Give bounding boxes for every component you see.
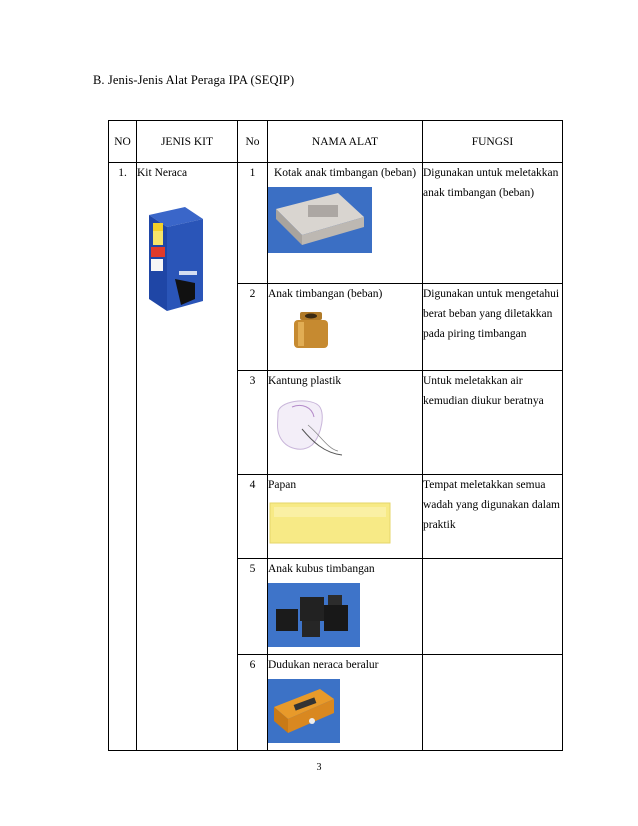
item-name-cell: [268, 559, 423, 655]
item-number: 4: [238, 475, 268, 559]
equipment-table: [108, 120, 563, 751]
item-name: Dudukan neraca beralur: [268, 659, 379, 671]
page-number: 3: [316, 762, 322, 773]
item-fungsi: Digunakan untuk mengetahui berat beban yang diletakkan pada piring timbangan: [423, 284, 563, 371]
item-name: Kantung plastik: [268, 375, 342, 387]
header-no-item: No: [238, 121, 268, 163]
header-fungsi: FUNGSI: [423, 121, 563, 163]
kit-number: 1.: [109, 163, 137, 751]
kit-name: Kit Neraca: [137, 167, 188, 179]
item-name: Anak timbangan (beban): [268, 288, 383, 300]
item-number: 2: [238, 284, 268, 371]
header-no: NO: [109, 121, 137, 163]
item-number: 3: [238, 371, 268, 475]
kit-box-image: [145, 201, 205, 313]
item-number: 6: [238, 655, 268, 751]
item-number: 1: [238, 163, 268, 284]
section-heading: B. Jenis-Jenis Alat Peraga IPA (SEQIP): [93, 73, 295, 87]
board-image: [268, 501, 392, 545]
item-name-cell: [268, 284, 423, 371]
table-header-row: [109, 121, 563, 163]
item-name: Anak kubus timbangan: [268, 563, 375, 575]
item-fungsi: [423, 559, 563, 655]
item-name-cell: [268, 163, 423, 284]
balance-stand-image: [268, 679, 340, 743]
header-jenis-kit: JENIS KIT: [137, 121, 238, 163]
item-fungsi: Digunakan untuk meletakkan anak timbangan (beban): [423, 163, 563, 284]
item-name-cell: [268, 371, 423, 475]
item-name: Kotak anak timbangan (beban): [274, 167, 417, 179]
item-fungsi: [423, 655, 563, 751]
item-name-cell: [268, 475, 423, 559]
weight-box-image: [268, 187, 372, 253]
item-number: 5: [238, 559, 268, 655]
plastic-bag-image: [268, 395, 348, 465]
table-row: [109, 163, 563, 284]
header-nama-alat: NAMA ALAT: [268, 121, 423, 163]
item-name: Papan: [268, 479, 297, 491]
cube-weights-image: [268, 583, 360, 647]
kit-cell: [137, 163, 238, 751]
item-name-cell: [268, 655, 423, 751]
brass-weight-image: [286, 308, 336, 352]
item-fungsi: Tempat meletakkan semua wadah yang digunakan dalam praktik: [423, 475, 563, 559]
item-fungsi: Untuk meletakkan air kemudian diukur beratnya: [423, 371, 563, 475]
